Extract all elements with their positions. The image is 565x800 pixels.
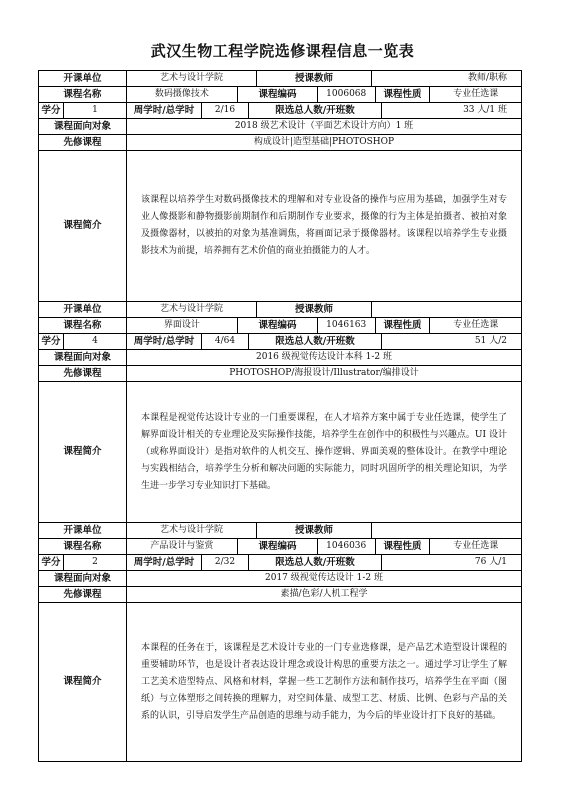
- unit-row: [39, 302, 521, 318]
- weekly-total-hours-value: 2/32: [202, 555, 249, 570]
- course-block: [39, 71, 521, 302]
- teacher-label: 授课教师: [257, 302, 372, 317]
- course-name-value: 数码摄像技术: [127, 87, 239, 102]
- weekly-total-hours-value: 4/64: [202, 334, 249, 349]
- course-name-label: 课程名称: [39, 87, 127, 102]
- unit-value: 艺术与设计学院: [127, 71, 257, 86]
- course-type-label: 课程性质: [376, 539, 431, 554]
- intro-row: [39, 603, 521, 761]
- enrollment-limit-value: 51 人/2: [474, 336, 507, 346]
- course-code-label: 课程编码: [238, 87, 318, 102]
- prereq-row: [39, 587, 521, 603]
- unit-label: 开课单位: [39, 302, 127, 317]
- course-code-value: 1046036: [318, 539, 376, 554]
- course-type-label: 课程性质: [376, 87, 431, 102]
- teacher-value: 教师/职称: [467, 73, 507, 83]
- credits-value: 2: [64, 555, 127, 570]
- intro-row: [39, 382, 521, 522]
- intro-label: 课程简介: [39, 382, 127, 522]
- prereq-row: [39, 135, 521, 151]
- prereq-value: 构成设计|造型基础|PHOTOSHOP: [253, 137, 395, 147]
- credits-label: 学分: [39, 334, 64, 349]
- audience-row: [39, 119, 521, 135]
- course-name-row: [39, 539, 521, 555]
- course-name-label: 课程名称: [39, 539, 127, 554]
- course-code-value: 1046163: [318, 318, 376, 333]
- teacher-label: 授课教师: [257, 71, 372, 86]
- enrollment-limit-label: 限选总人数/开班数: [249, 103, 382, 118]
- credits-row: [39, 334, 521, 350]
- weekly-total-hours-label: 周学时/总学时: [127, 334, 202, 349]
- credits-row: [39, 555, 521, 571]
- course-name-row: [39, 318, 521, 334]
- page-title: 武汉生物工程学院选修课程信息一览表: [150, 42, 415, 60]
- unit-label: 开课单位: [39, 71, 127, 86]
- credits-value: 1: [64, 103, 127, 118]
- intro-text: 本课程的任务在于，该课程是艺术设计专业的一门专业选修课，是产品艺术造型设计课程的重要辅助环节，也是设计者表达设计理念或设计构思的重要方法之一。通过学习让学生了解工艺美术造型特点、风格和材料，掌握一些工艺制作方法和制作技巧，培养学生在平面（图纸）与立体塑形之间转换的理解力，对空间体量、成型工艺、材质、比例、色彩与产品的关系的认识，引导启发学生产品创造的思维与动手能力，为今后的毕业设计打下良好的基础。: [141, 642, 507, 721]
- course-block: [39, 302, 521, 523]
- intro-text: 本课程是视觉传达设计专业的一门重要课程，在人才培养方案中属于专业任选课，使学生了解界面设计相关的专业理论及实际操作技能，培养学生在创作中的积极性与兴趣点。UI 设计（或称界面设计）是指对软件的人机交互、操作逻辑、界面美观的整体设计。在教学中理论与实践相结合，培养学生分析和解决问题的实际能力，同时巩固所学的相关理论知识，为学生进一步学习专业知识打下基础。: [141, 412, 507, 491]
- unit-value: 艺术与设计学院: [127, 302, 257, 317]
- teacher-label: 授课教师: [257, 523, 372, 538]
- audience-value: 2017 级视觉传达设计 1-2 班: [265, 573, 383, 583]
- weekly-total-hours-label: 周学时/总学时: [127, 555, 202, 570]
- course-code-label: 课程编码: [238, 318, 318, 333]
- prereq-value: 素描/色彩/人机工程学: [280, 589, 368, 599]
- prereq-label: 先修课程: [39, 135, 127, 150]
- credits-value: 4: [64, 334, 127, 349]
- course-type-value: 专业任选课: [453, 541, 499, 551]
- course-name-row: [39, 87, 521, 103]
- audience-label: 课程面向对象: [39, 350, 127, 365]
- course-block: [39, 523, 521, 761]
- audience-value: 2018 级艺术设计（平面艺术设计方向）1 班: [234, 121, 414, 131]
- unit-row: [39, 71, 521, 87]
- audience-label: 课程面向对象: [39, 571, 127, 586]
- prereq-row: [39, 366, 521, 382]
- credits-row: [39, 103, 521, 119]
- enrollment-limit-value: 33 人/1 班: [463, 105, 507, 115]
- audience-row: [39, 350, 521, 366]
- intro-text: 该课程以培养学生对数码摄像技术的理解和对专业设备的操作与应用为基础，加强学生对专业人像摄影和静物摄影前期制作和后期制作专业要求，摄像的行为主体是拍摄者、被拍对象及摄像器材，以被拍的对象为基准调焦，将画面记录于摄像器材。该课程以培养学生专业摄影技术为前提，培养拥有艺术价值的商业拍摄能力的人才。: [141, 195, 507, 256]
- enrollment-limit-label: 限选总人数/开班数: [249, 334, 382, 349]
- prereq-label: 先修课程: [39, 366, 127, 381]
- course-type-value: 专业任选课: [453, 320, 499, 330]
- audience-value: 2016 级视觉传达设计本科 1-2 班: [256, 352, 392, 362]
- weekly-total-hours-label: 周学时/总学时: [127, 103, 202, 118]
- course-name-value: 界面设计: [127, 318, 239, 333]
- intro-row: [39, 151, 521, 301]
- course-type-value: 专业任选课: [453, 89, 499, 99]
- unit-label: 开课单位: [39, 523, 127, 538]
- teacher-value: [372, 302, 521, 317]
- course-table: [38, 70, 522, 762]
- credits-label: 学分: [39, 555, 64, 570]
- course-code-label: 课程编码: [238, 539, 318, 554]
- course-code-value: 1006068: [318, 87, 376, 102]
- intro-label: 课程简介: [39, 151, 127, 301]
- course-type-label: 课程性质: [376, 318, 431, 333]
- prereq-value: PHOTOSHOP/海报设计/Illustrator/编排设计: [229, 368, 419, 378]
- unit-row: [39, 523, 521, 539]
- audience-label: 课程面向对象: [39, 119, 127, 134]
- audience-row: [39, 571, 521, 587]
- credits-label: 学分: [39, 103, 64, 118]
- teacher-value: [372, 523, 521, 538]
- course-name-label: 课程名称: [39, 318, 127, 333]
- weekly-total-hours-value: 2/16: [202, 103, 249, 118]
- enrollment-limit-label: 限选总人数/开班数: [249, 555, 382, 570]
- course-name-value: 产品设计与鉴赏: [127, 539, 239, 554]
- intro-label: 课程简介: [39, 603, 127, 761]
- enrollment-limit-value: 76 人/1: [474, 557, 507, 567]
- unit-value: 艺术与设计学院: [127, 523, 257, 538]
- prereq-label: 先修课程: [39, 587, 127, 602]
